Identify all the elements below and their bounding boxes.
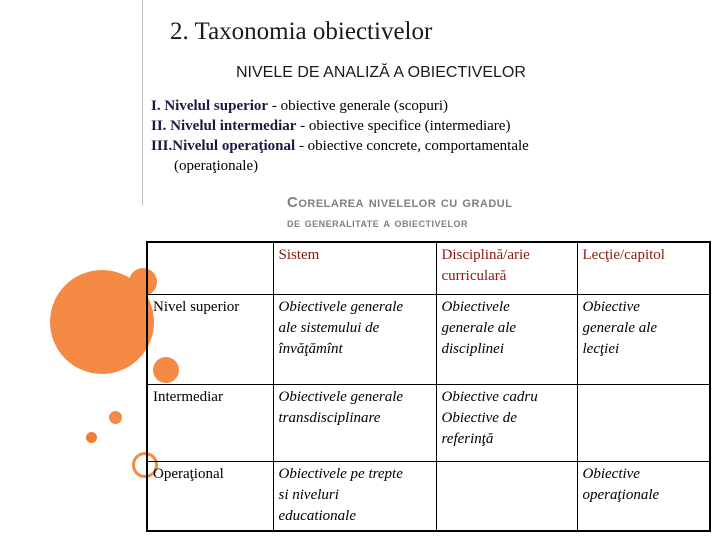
table-cell: Obiectivele generale ale disciplinei (436, 294, 577, 384)
table-cell-empty (577, 384, 710, 461)
table-cell: Obiective cadru Obiective de referinţă (436, 384, 577, 461)
correlation-title (287, 193, 512, 233)
header-cell-empty (147, 242, 273, 294)
table-cell: Obiectivele pe trepte si niveluri educationale (273, 461, 436, 531)
level-label: I. Nivelul superior (151, 98, 269, 114)
table-cell: Obiectivele generale transdisciplinare (273, 384, 436, 461)
header-cell-sistem: Sistem (273, 242, 436, 294)
level-item (151, 116, 711, 136)
correlation-table (146, 241, 711, 532)
table-cell: Obiective generale ale lecţiei (577, 294, 710, 384)
row-label: Intermediar (147, 384, 273, 461)
row-label: Nivel superior (147, 294, 273, 384)
table-cell: Obiectivele generale ale sistemului de învăţămînt (273, 294, 436, 384)
table-row (147, 294, 710, 384)
table-header-row (147, 242, 710, 294)
level-desc: - obiective specifice (intermediare) (296, 118, 511, 134)
level-desc: - obiective concrete, comportamentale (295, 138, 529, 154)
level-item (151, 136, 711, 156)
slide-title: 2. Taxonomia obiectivelor (170, 18, 433, 45)
decor-dot-left (86, 432, 97, 443)
slide-subtitle: NIVELE DE ANALIZĂ A OBIECTIVELOR (236, 64, 526, 81)
level-label: III.Nivelul operaţional (151, 138, 296, 154)
table-row (147, 461, 710, 531)
correlation-title-line2: de generalitate a obiectivelor (287, 215, 469, 230)
title-divider (142, 0, 143, 205)
row-label: Operaţional (147, 461, 273, 531)
levels-list (151, 96, 711, 176)
table-row (147, 384, 710, 461)
level-label: II. Nivelul intermediar (151, 118, 297, 134)
header-cell-lectie: Lecţie/capitol (577, 242, 710, 294)
decor-circle-tiny (109, 411, 122, 424)
correlation-title-line1: Corelarea nivelelor cu gradul (287, 194, 513, 211)
level-desc-continued: (operaţionale) (174, 158, 259, 174)
table-cell-empty (436, 461, 577, 531)
header-cell-disciplina: Disciplină/arie curriculară (436, 242, 577, 294)
table-cell: Obiective operaţionale (577, 461, 710, 531)
level-desc: - obiective generale (scopuri) (268, 98, 449, 114)
level-item (151, 96, 711, 116)
